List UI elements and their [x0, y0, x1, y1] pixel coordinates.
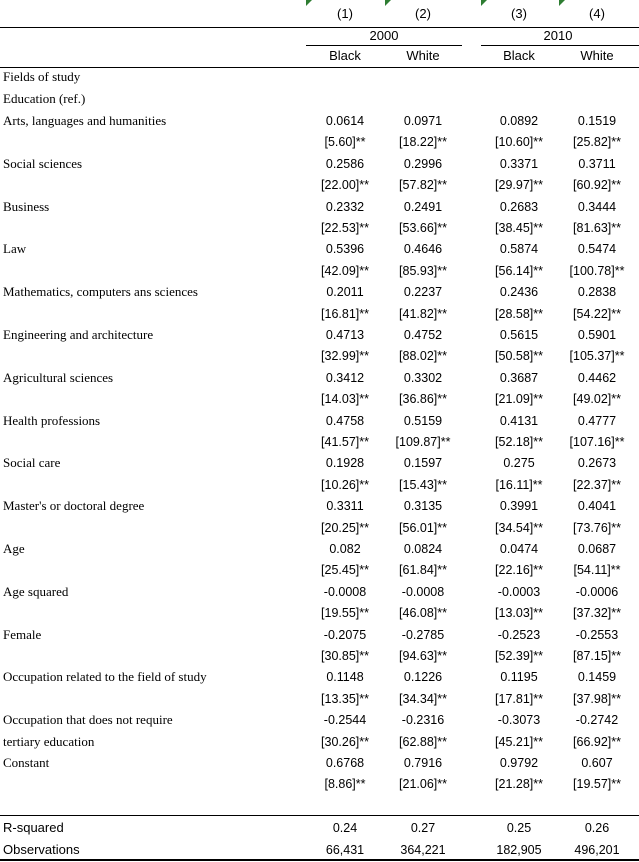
tstat-cell: [109.87]**	[395, 435, 451, 449]
tstat-cell: [52.18]**	[495, 435, 543, 449]
coefficient-cell: -0.2544	[323, 713, 367, 728]
tstat-cell: [52.39]**	[495, 649, 543, 663]
year-underline	[481, 45, 639, 46]
tstat-cell: [81.63]**	[573, 221, 621, 235]
coefficient-cell: 0.2491	[403, 199, 443, 214]
coefficient-cell: -0.3073	[497, 713, 541, 728]
coefficient-cell: 0.2237	[403, 285, 443, 300]
coefficient-cell: 0.3311	[326, 499, 364, 514]
coefficient-cell: 0.2673	[577, 456, 617, 471]
stat-value: 0.26	[584, 821, 610, 835]
tstat-cell: [42.09]**	[321, 263, 369, 278]
tstat-cell: [50.58]**	[495, 349, 543, 364]
stat-value: 66,431	[325, 843, 365, 857]
tstat-cell: [29.97]**	[495, 178, 543, 193]
coefficient-cell: 0.5474	[577, 242, 617, 257]
coefficient-cell: 0.1928	[325, 456, 365, 471]
tstat-cell: [85.93]**	[399, 263, 447, 278]
tstat-cell: [45.21]**	[495, 734, 543, 749]
tstat-cell: [30.85]**	[321, 649, 369, 663]
coefficient-cell: 0.3687	[499, 370, 539, 385]
row-label: Social care	[3, 455, 61, 471]
coefficient-cell: 0.0474	[499, 542, 539, 556]
tstat-cell: [34.34]**	[399, 691, 447, 706]
coefficient-cell: 0.3412	[325, 370, 365, 385]
row-label: Age	[3, 541, 25, 556]
coefficient-cell: 0.1459	[577, 670, 617, 685]
coefficient-cell: -0.2316	[401, 713, 445, 728]
tstat-cell: [18.22]**	[399, 135, 447, 150]
group-header: White	[580, 48, 614, 63]
header-bottom-rule	[0, 67, 639, 68]
tstat-cell: [54.11]**	[573, 563, 621, 578]
tstat-cell: [57.82]**	[399, 178, 447, 193]
coefficient-cell: 0.2332	[325, 199, 365, 214]
tstat-cell: [66.92]**	[573, 734, 621, 749]
tstat-cell: [5.60]**	[324, 135, 366, 150]
row-label: Age squared	[3, 583, 69, 599]
coefficient-cell: 0.1226	[403, 670, 443, 685]
tstat-cell: [16.11]**	[495, 477, 543, 492]
tstat-cell: [25.45]**	[321, 563, 369, 578]
coefficient-cell: 0.4041	[577, 499, 617, 514]
tstat-cell: [15.43]**	[399, 477, 447, 492]
coefficient-cell: -0.2742	[575, 713, 619, 728]
tstat-cell: [56.01]**	[399, 520, 447, 535]
tstat-cell: [36.86]**	[399, 392, 447, 407]
column-number: (2)	[415, 6, 431, 21]
tstat-cell: [87.15]**	[573, 649, 621, 663]
coefficient-cell: 0.0971	[403, 114, 443, 128]
tstat-cell: [13.03]**	[495, 606, 543, 621]
row-label: Occupation that does not require	[3, 712, 173, 728]
coefficient-cell: 0.5901	[577, 328, 617, 342]
row-label: Health professions	[3, 412, 101, 428]
tstat-cell: [38.45]**	[495, 221, 543, 235]
coefficient-cell: 0.3302	[403, 370, 443, 385]
tstat-cell: [20.25]**	[321, 520, 369, 535]
coefficient-cell: 0.4777	[577, 413, 617, 428]
coefficient-cell: -0.2553	[575, 627, 619, 642]
stat-label: Observations	[3, 842, 80, 857]
coefficient-cell: 0.7916	[403, 756, 443, 770]
tstat-cell: [21.06]**	[399, 777, 447, 792]
tstat-cell: [32.99]**	[321, 349, 369, 364]
tstat-cell: [37.98]**	[573, 691, 621, 706]
tstat-cell: [13.35]**	[321, 691, 369, 706]
table-bottom-rule	[0, 859, 639, 861]
tstat-cell: [54.22]**	[573, 306, 621, 321]
coefficient-cell: 0.5615	[499, 328, 539, 342]
coefficient-cell: 0.0687	[577, 542, 617, 556]
coefficient-cell: -0.2785	[401, 627, 445, 642]
coefficient-cell: 0.9792	[499, 756, 539, 770]
coefficient-cell: 0.1597	[403, 456, 443, 471]
row-label: Social sciences	[3, 155, 83, 171]
tstat-cell: [25.82]**	[573, 135, 621, 150]
coefficient-cell: 0.1148	[326, 670, 364, 685]
tstat-cell: [28.58]**	[495, 306, 543, 321]
tstat-cell: [22.16]**	[495, 563, 543, 578]
coefficient-cell: 0.2586	[325, 156, 365, 171]
row-label: Master's or doctoral degree	[3, 498, 145, 514]
tstat-cell: [14.03]**	[321, 392, 369, 407]
tstat-cell: [37.32]**	[573, 606, 621, 621]
coefficient-cell: 0.2996	[403, 156, 443, 171]
coefficient-cell: 0.4713	[325, 328, 365, 342]
coefficient-cell: 0.4462	[577, 370, 617, 385]
coefficient-cell: -0.2075	[323, 627, 367, 642]
coefficient-cell: 0.0892	[499, 114, 539, 128]
coefficient-cell: 0.4646	[403, 242, 443, 257]
group-header: White	[406, 48, 440, 63]
coefficient-cell: 0.2436	[499, 285, 539, 300]
coefficient-cell: 0.3991	[499, 499, 539, 514]
group-header: Black	[503, 48, 535, 63]
coefficient-cell: -0.2523	[497, 627, 541, 642]
stat-value: 364,221	[400, 843, 446, 857]
tstat-cell: [30.26]**	[321, 734, 369, 749]
row-label: Arts, languages and humanities	[3, 113, 167, 128]
coefficient-cell: 0.2011	[326, 285, 364, 300]
coefficient-cell: 0.2838	[577, 285, 617, 300]
tstat-cell: [21.28]**	[495, 777, 543, 792]
tstat-cell: [22.53]**	[321, 221, 369, 235]
coefficient-cell: 0.3135	[403, 499, 443, 514]
row-label: Law	[3, 241, 27, 257]
year-header: 2000	[369, 28, 399, 43]
stat-value: 182,905	[496, 843, 542, 857]
row-label: Agricultural sciences	[3, 369, 114, 385]
coefficient-cell: 0.275	[503, 456, 535, 471]
column-number: (1)	[337, 6, 353, 21]
tstat-cell: [16.81]**	[321, 306, 369, 321]
tstat-cell: [46.08]**	[399, 606, 447, 621]
year-underline	[306, 45, 462, 46]
tstat-cell: [19.55]**	[321, 606, 369, 621]
row-label: tertiary education	[3, 733, 95, 749]
coefficient-cell: 0.3444	[577, 199, 617, 214]
tstat-cell: [61.84]**	[399, 563, 447, 578]
tstat-cell: [41.82]**	[399, 306, 447, 321]
row-label: Engineering and architecture	[3, 327, 154, 342]
stat-value: 0.25	[506, 821, 532, 835]
tstat-cell: [34.54]**	[495, 520, 543, 535]
year-header: 2010	[543, 28, 573, 43]
row-label: Occupation related to the field of study	[3, 669, 207, 685]
coefficient-cell: 0.1195	[500, 670, 538, 685]
stat-value: 0.24	[332, 821, 358, 835]
stats-top-rule	[0, 815, 639, 816]
coefficient-cell: 0.5396	[325, 242, 365, 257]
tstat-cell: [21.09]**	[495, 392, 543, 407]
coefficient-cell: -0.0008	[401, 584, 445, 599]
tstat-cell: [105.37]**	[569, 349, 625, 364]
coefficient-cell: 0.3711	[578, 156, 616, 171]
tstat-cell: [10.26]**	[321, 477, 369, 492]
section-heading: Fields of study	[3, 69, 81, 84]
tstat-cell: [17.81]**	[495, 691, 543, 706]
stat-label: R-squared	[3, 820, 64, 835]
tstat-cell: [94.63]**	[399, 649, 447, 663]
tstat-cell: [41.57]**	[321, 435, 369, 449]
tstat-cell: [88.02]**	[399, 349, 447, 364]
column-number: (4)	[589, 6, 605, 21]
coefficient-cell: 0.2683	[499, 199, 539, 214]
tstat-cell: [22.00]**	[321, 178, 369, 193]
coefficient-cell: 0.4758	[325, 413, 365, 428]
coefficient-cell: 0.082	[329, 542, 361, 556]
row-label: Female	[3, 626, 42, 642]
coefficient-cell: 0.3371	[499, 156, 539, 171]
coefficient-cell: -0.0008	[323, 584, 367, 599]
coefficient-cell: 0.5874	[499, 242, 539, 257]
coefficient-cell: 0.6768	[325, 756, 365, 770]
stat-value: 0.27	[410, 821, 436, 835]
tstat-cell: [73.76]**	[573, 520, 621, 535]
tstat-cell: [56.14]**	[495, 263, 543, 278]
tstat-cell: [107.16]**	[569, 435, 625, 449]
coefficient-cell: 0.4752	[403, 328, 443, 342]
coefficient-cell: 0.0824	[403, 542, 443, 556]
coefficient-cell: 0.1519	[577, 114, 617, 128]
coefficient-cell: -0.0006	[575, 584, 619, 599]
coefficient-cell: 0.0614	[325, 114, 365, 128]
row-label: Business	[3, 198, 50, 214]
tstat-cell: [10.60]**	[495, 135, 543, 150]
stat-value: 496,201	[574, 843, 620, 857]
tstat-cell: [8.86]**	[324, 777, 366, 792]
coefficient-cell: 0.4131	[499, 413, 539, 428]
tstat-cell: [62.88]**	[399, 734, 447, 749]
group-header: Black	[329, 48, 361, 63]
row-label: Constant	[3, 755, 50, 770]
reference-category: Education (ref.)	[3, 91, 86, 106]
tstat-cell: [100.78]**	[569, 263, 625, 278]
coefficient-cell: -0.0003	[497, 584, 541, 599]
column-number: (3)	[511, 6, 527, 21]
row-label: Mathematics, computers ans sciences	[3, 284, 198, 300]
tstat-cell: [60.92]**	[573, 178, 621, 193]
tstat-cell: [19.57]**	[573, 777, 621, 792]
coefficient-cell: 0.607	[581, 756, 613, 770]
tstat-cell: [53.66]**	[399, 221, 447, 235]
coefficient-cell: 0.5159	[403, 413, 443, 428]
tstat-cell: [49.02]**	[573, 392, 621, 407]
tstat-cell: [22.37]**	[573, 477, 621, 492]
